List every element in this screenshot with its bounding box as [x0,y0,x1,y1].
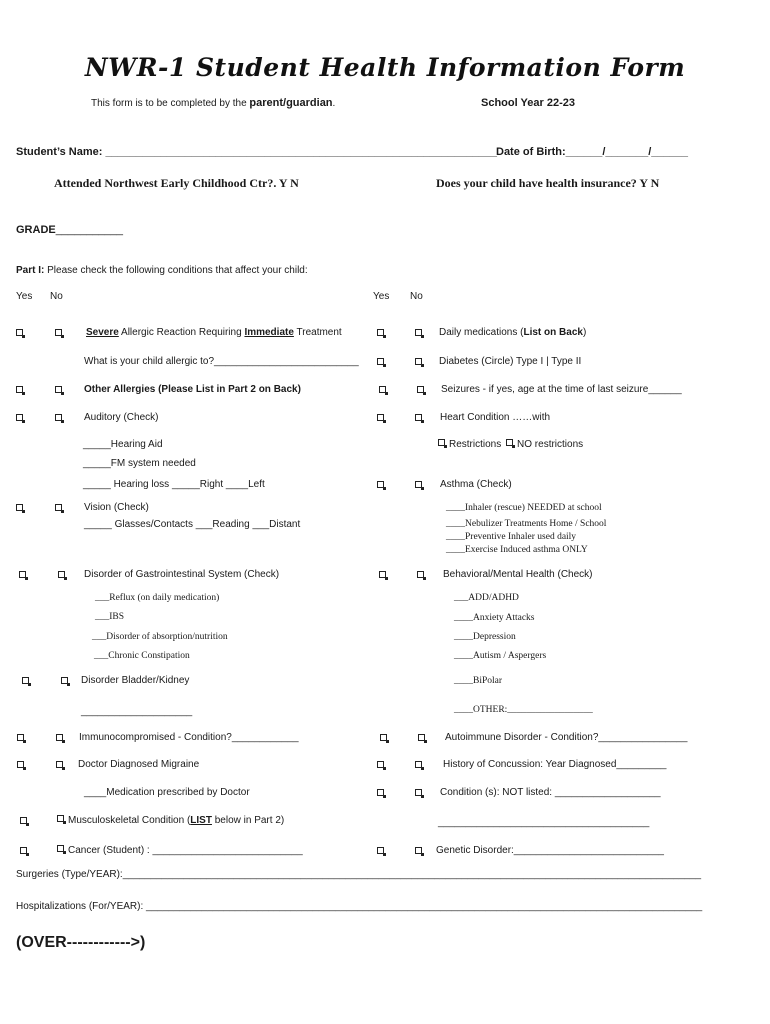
surgeries-field[interactable]: Surgeries (Type/YEAR):________________________________________________________________________________________________________ [16,869,702,880]
daily-meds-no-checkbox[interactable] [415,329,422,336]
other-allergies-label: Other Allergies (Please List in Part 2 on Back) [84,384,301,395]
intro-guardian: parent/guardian [249,97,333,109]
daily-meds-yes-checkbox[interactable] [377,329,384,336]
behavioral-yes-checkbox[interactable] [379,571,386,578]
right-no-header: No [410,291,423,302]
daily-meds-label [439,327,586,339]
genetic-no-checkbox[interactable] [415,847,422,854]
severe-allergy-label [86,327,342,339]
migraine-label: Doctor Diagnosed Migraine [78,759,200,770]
immuno-no-checkbox[interactable] [56,734,63,741]
preventive-inhaler-field[interactable]: ____Preventive Inhaler used daily [446,532,577,542]
severe-word: Severe [86,327,119,338]
right-yes-header: Yes [373,291,390,302]
part1-label: Part I: [16,265,45,276]
auditory-yes-checkbox[interactable] [16,414,23,421]
bladder-yes-checkbox[interactable] [22,677,29,684]
severe-allergy-yes-checkbox[interactable] [16,329,23,336]
intro-line [91,97,335,110]
auditory-no-checkbox[interactable] [55,414,62,421]
form-title: NWR-1 Student Health Information Form [84,53,686,82]
other-allergies-no-checkbox[interactable] [55,386,62,393]
severe-allergy-no-checkbox[interactable] [55,329,62,336]
ibs-field[interactable]: ___IBS [95,612,125,622]
gastro-yes-checkbox[interactable] [19,571,26,578]
auditory-label: Auditory (Check) [84,412,159,423]
genetic-yes-checkbox[interactable] [377,847,384,854]
exercise-asthma-field[interactable]: ____Exercise Induced asthma ONLY [446,545,588,555]
concussion-no-checkbox[interactable] [415,761,422,768]
grade-line: ___________ [55,224,124,236]
daily-meds-end: ) [582,327,587,338]
student-name-field[interactable]: Student’s Name: ________________________________________________________________ [16,146,497,158]
constipation-field[interactable]: ___Chronic Constipation [94,651,190,661]
genetic-label[interactable]: Genetic Disorder:___________________________ [436,845,664,856]
musculo-yes-checkbox[interactable] [20,817,27,824]
allergic-to-field[interactable]: What is your child allergic to?__________________________ [84,356,359,367]
left-yes-header: Yes [16,291,33,302]
depression-field[interactable]: ____Depression [454,632,516,642]
attended-northwest-question[interactable]: Attended Northwest Early Childhood Ctr?. Y N [54,176,299,190]
adhd-field[interactable]: ___ADD/ADHD [454,593,519,603]
intro-period: . [332,98,336,109]
heart-restrictions-row [436,439,583,451]
cancer-row [55,845,303,857]
musculo-no-checkbox[interactable] [57,815,64,822]
no-restrictions-checkbox[interactable] [506,439,513,446]
autoimmune-label[interactable]: Autoimmune Disorder - Condition?________________ [445,732,688,743]
cancer-no-checkbox[interactable] [57,845,64,852]
glasses-field[interactable]: _____ Glasses/Contacts ___Reading ___Distant [84,519,301,530]
vision-yes-checkbox[interactable] [16,504,23,511]
immuno-label[interactable]: Immunocompromised - Condition?____________ [79,732,299,743]
absorption-field[interactable]: ___Disorder of absorption/nutrition [92,632,228,642]
immediate-word: Immediate [244,327,294,338]
immuno-yes-checkbox[interactable] [17,734,24,741]
hearing-loss-field[interactable]: _____ Hearing loss _____Right ____Left [83,479,265,490]
condition-not-listed-yes-checkbox[interactable] [377,789,384,796]
part1-instruction: Please check the following conditions that affect your child: [44,265,308,276]
restrictions-checkbox[interactable] [438,439,445,446]
intro-text: This form is to be completed by the [91,98,250,109]
condition-not-listed-no-checkbox[interactable] [415,789,422,796]
asthma-label: Asthma (Check) [440,479,512,490]
migraine-yes-checkbox[interactable] [17,761,24,768]
cancer-label[interactable]: Cancer (Student) : ___________________________ [68,845,303,856]
behavioral-label: Behavioral/Mental Health (Check) [443,569,593,580]
gastro-no-checkbox[interactable] [58,571,65,578]
health-insurance-question[interactable]: Does your child have health insurance? Y N [436,176,660,190]
allergic-mid: Allergic Reaction Requiring [118,327,245,338]
asthma-yes-checkbox[interactable] [377,481,384,488]
left-no-header: No [50,291,63,302]
musculo-list-word: LIST [190,815,212,826]
musculo-row [55,815,284,827]
over-indicator: (OVER------------>) [16,934,146,951]
seizures-no-checkbox[interactable] [417,386,424,393]
inhaler-field[interactable]: ____Inhaler (rescue) NEEDED at school [446,503,602,513]
diabetes-label[interactable]: Diabetes (Circle) Type I | Type II [439,356,582,367]
medication-prescribed-field[interactable]: ____Medication prescribed by Doctor [84,787,250,798]
hospitalizations-field[interactable]: Hospitalizations (For/YEAR): ____________________________________________________________________________________________________ [16,901,703,912]
behavioral-no-checkbox[interactable] [417,571,424,578]
autism-field[interactable]: ____Autism / Aspergers [454,651,547,661]
restrictions-label: Restrictions [449,439,502,450]
daily-meds-text: Daily medications ( [439,327,524,338]
no-restrictions-label: NO restrictions [517,439,584,450]
date-of-birth-field[interactable]: Date of Birth:______/_______/______ [496,146,689,158]
heart-label: Heart Condition ……with [440,412,551,423]
nebulizer-field[interactable]: ____Nebulizer Treatments Home / School [446,519,607,529]
cancer-yes-checkbox[interactable] [20,847,27,854]
autoimmune-no-checkbox[interactable] [418,734,425,741]
anxiety-field[interactable]: ____Anxiety Attacks [454,613,535,623]
asthma-no-checkbox[interactable] [415,481,422,488]
diabetes-yes-checkbox[interactable] [377,358,384,365]
condition-not-listed-line[interactable]: ______________________________________ [438,817,650,828]
daily-meds-bold: List on Back [523,327,583,338]
other-allergies-yes-checkbox[interactable] [16,386,23,393]
concussion-label[interactable]: History of Concussion: Year Diagnosed_________ [443,759,667,770]
fm-system-field[interactable]: _____FM system needed [83,458,196,469]
bladder-line[interactable]: ____________________ [81,706,193,717]
vision-label: Vision (Check) [84,502,149,513]
gastro-label: Disorder of Gastrointestinal System (Check) [84,569,280,580]
treatment-word: Treatment [293,327,342,338]
part1-heading [16,265,308,277]
condition-not-listed-label[interactable]: Condition (s): NOT listed: ___________________ [440,787,661,798]
reflux-field[interactable]: ___Reflux (on daily medication) [95,593,220,603]
musculo-after: below in Part 2) [211,815,285,826]
heart-no-checkbox[interactable] [415,414,422,421]
diabetes-no-checkbox[interactable] [415,358,422,365]
hearing-aid-field[interactable]: _____Hearing Aid [83,439,163,450]
vision-no-checkbox[interactable] [55,504,62,511]
school-year: School Year 22-23 [481,97,575,109]
seizures-label[interactable]: Seizures - if yes, age at the time of last seizure______ [441,384,682,395]
bladder-no-checkbox[interactable] [61,677,68,684]
autoimmune-yes-checkbox[interactable] [380,734,387,741]
bladder-label: Disorder Bladder/Kidney [81,675,190,686]
other-behavioral-field[interactable]: ____OTHER:__________________ [454,705,593,715]
seizures-yes-checkbox[interactable] [379,386,386,393]
grade-field[interactable] [16,224,123,237]
bipolar-field[interactable]: ____BiPolar [454,676,503,686]
concussion-yes-checkbox[interactable] [377,761,384,768]
musculo-label: Musculoskeletal Condition ( [68,815,191,826]
grade-label: GRADE [16,224,56,236]
migraine-no-checkbox[interactable] [56,761,63,768]
heart-yes-checkbox[interactable] [377,414,384,421]
